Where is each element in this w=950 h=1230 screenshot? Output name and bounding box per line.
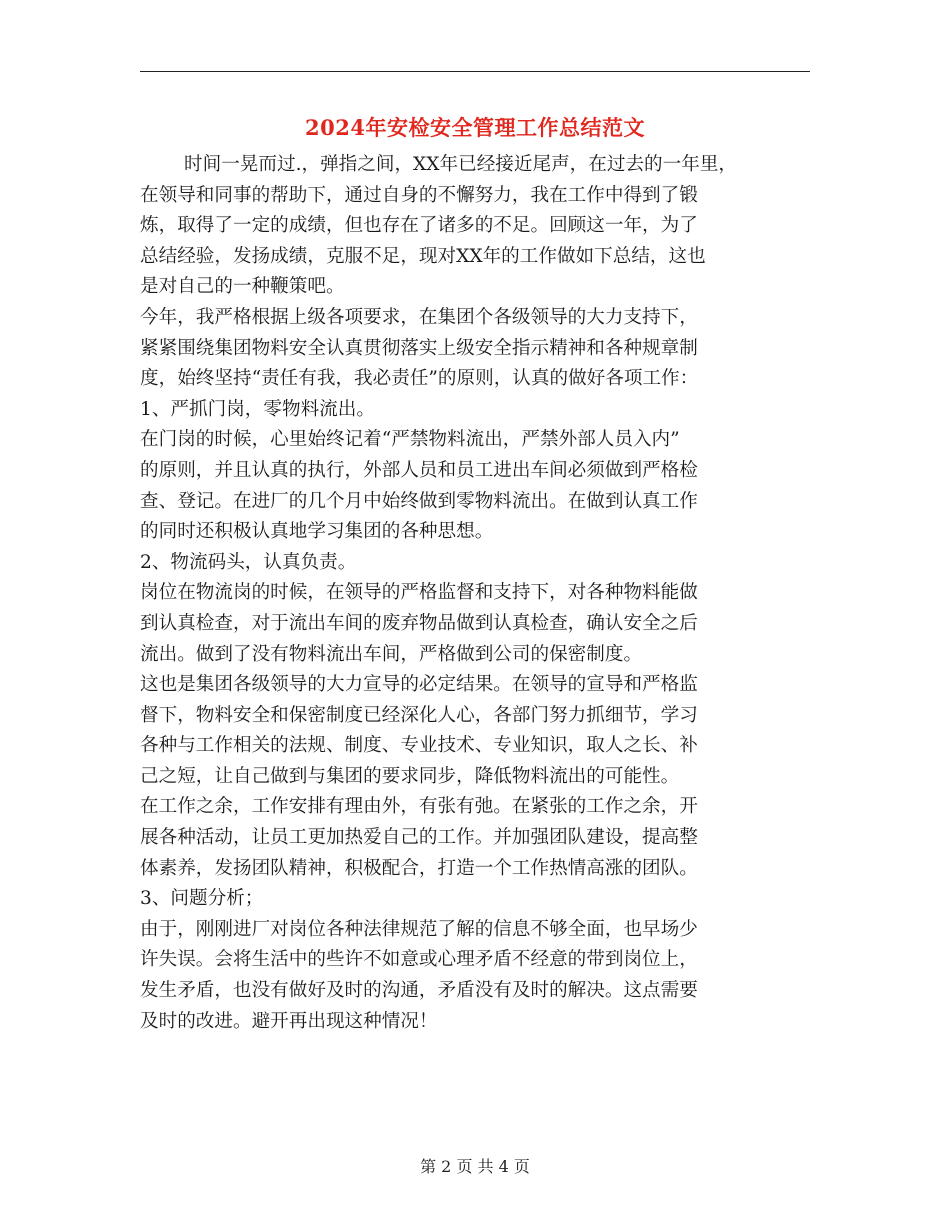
- body-line: 在领导和同事的帮助下，通过自身的不懈努力，我在工作中得到了锻: [140, 184, 698, 206]
- body-line: 各种与工作相关的法规、制度、专业技术、专业知识，取人之长、补: [140, 735, 698, 757]
- body-line: 由于，刚刚进厂对岗位各种法律规范了解的信息不够全面，也早场少: [140, 918, 698, 940]
- body-line: 1、严抓门岗，零物料流出。: [140, 398, 375, 420]
- body-line: 度，始终坚持“责任有我，我必责任”的原则，认真的做好各项工作：: [140, 368, 699, 390]
- body-line: 这也是集团各级领导的大力宣导的必定结果。在领导的宣导和严格监: [140, 674, 698, 696]
- body-line: 展各种活动，让员工更加热爱自己的工作。并加强团队建设，提高整: [140, 827, 698, 849]
- document-title: 2024年安检安全管理工作总结范文: [305, 115, 645, 140]
- body-line: 今年，我严格根据上级各项要求，在集团个各级领导的大力支持下，: [140, 306, 698, 328]
- body-line: 是对自己的一种鞭策吧。: [140, 276, 345, 298]
- body-line: 在门岗的时候，心里始终记着“严禁物料流出，严禁外部人员入内”: [140, 429, 680, 451]
- body-line: 总结经验，发扬成绩，克服不足，现对XX年的工作做如下总结，这也: [140, 245, 706, 267]
- page-number-footer: 第 2 页 共 4 页: [420, 1157, 530, 1176]
- body-line: 督下，物料安全和保密制度已经深化人心，各部门努力抓细节，学习: [140, 704, 698, 726]
- body-line: 紧紧围绕集团物料安全认真贯彻落实上级安全指示精神和各种规章制: [140, 337, 698, 359]
- body-line: 时间一晃而过.，弹指之间，XX年已经接近尾声，在过去的一年里，: [184, 154, 738, 175]
- body-line: 己之短，让自己做到与集团的要求同步，降低物料流出的可能性。: [140, 765, 680, 787]
- body-line: 流出。做到了没有物料流出车间，严格做到公司的保密制度。: [140, 643, 643, 665]
- body-line: 3、问题分析；: [140, 888, 264, 910]
- body-line: 体素养，发扬团队精神，积极配合，打造一个工作热情高涨的团队。: [140, 857, 698, 879]
- body-line: 查、登记。在进厂的几个月中始终做到零物料流出。在做到认真工作: [140, 490, 698, 512]
- body-line: 岗位在物流岗的时候，在领导的严格监督和支持下，对各种物料能做: [140, 582, 698, 604]
- body-line: 许失误。会将生活中的些许不如意或心理矛盾不经意的带到岗位上，: [140, 949, 698, 971]
- body-line: 炼，取得了一定的成绩，但也存在了诸多的不足。回顾这一年，为了: [140, 215, 698, 237]
- body-line: 及时的改进。避开再出现这种情况！: [140, 1010, 438, 1032]
- body-line: 2、物流码头，认真负责。: [140, 551, 357, 573]
- body-line: 的原则，并且认真的执行，外部人员和员工进出车间必须做到严格检: [140, 459, 698, 481]
- body-line: 发生矛盾，也没有做好及时的沟通，矛盾没有及时的解决。这点需要: [140, 980, 698, 1002]
- body-line: 到认真检查，对于流出车间的废弃物品做到认真检查，确认安全之后: [140, 612, 698, 634]
- body-line: 的同时还积极认真地学习集团的各种思想。: [140, 521, 494, 543]
- body-line: 在工作之余，工作安排有理由外，有张有弛。在紧张的工作之余，开: [140, 796, 698, 818]
- header-rule: [140, 71, 810, 72]
- document-body: [140, 150, 812, 1037]
